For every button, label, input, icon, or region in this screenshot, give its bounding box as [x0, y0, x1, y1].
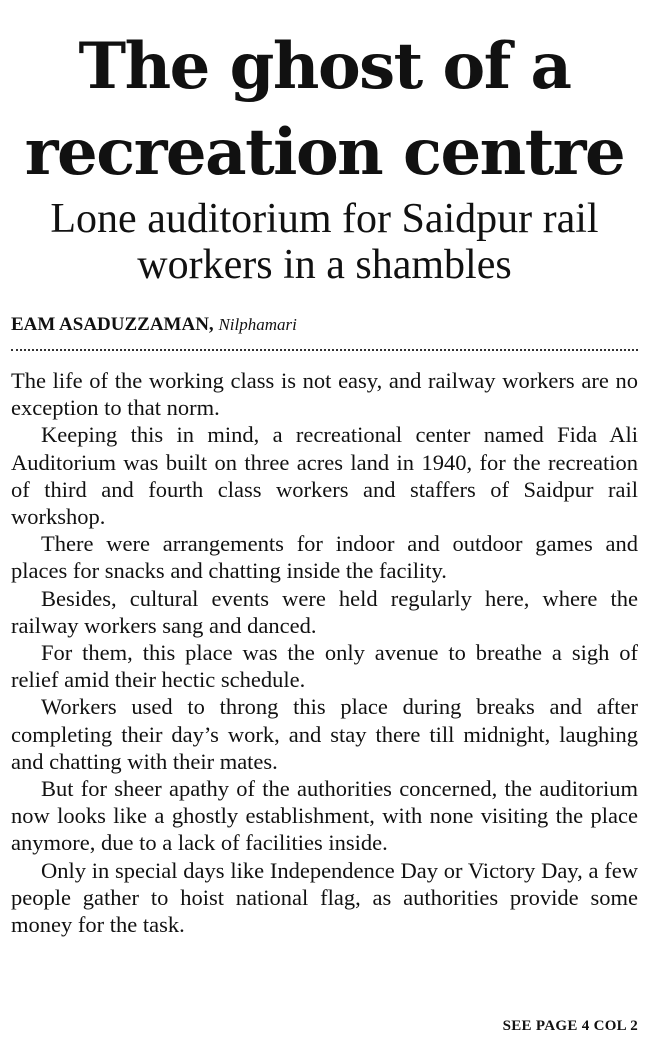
byline-author: EAM ASADUZZAMAN, — [11, 314, 214, 335]
article-paragraph: Keeping this in mind, a recreational center named Fida Ali Auditorium was built on three acres land in 1940, for the recreation of third and fourth class workers and staffers of Saidpur rail workshop. — [11, 422, 638, 530]
dotted-divider — [11, 349, 638, 351]
article-paragraph: But for sheer apathy of the authorities concerned, the auditorium now looks like a ghostly establishment, with none visiting the place anymore, due to a lack of facilities inside. — [11, 776, 638, 856]
subheadline: Lone auditorium for Saidpur rail workers in a shambles — [50, 196, 599, 288]
article-paragraph: Only in special days like Independence Day or Victory Day, a few people gather to hoist national flag, as authorities provide some money for the task. — [11, 857, 638, 938]
byline-location: Nilphamari — [218, 315, 297, 334]
article-paragraph: Workers used to throng this place during breaks and after completing their day’s work, and stay there till midnight, laughing and chatting with their mates. — [11, 694, 638, 774]
article-paragraph: Besides, cultural events were held regularly here, where the railway workers sang and danced. — [11, 585, 638, 638]
article-paragraph: For them, this place was the only avenue to breathe a sigh of relief amid their hectic schedule. — [11, 640, 638, 693]
article-paragraph: The life of the working class is not easy, and railway workers are no exception to that norm. — [11, 368, 638, 421]
article-body — [11, 367, 638, 938]
headline: The ghost of a recreation centre — [24, 29, 625, 190]
continuation-jump-line: SEE PAGE 4 COL 2 — [502, 1018, 638, 1034]
article-paragraph: There were arrangements for indoor and outdoor games and places for snacks and chatting inside the facility. — [11, 531, 638, 584]
byline — [11, 314, 297, 336]
